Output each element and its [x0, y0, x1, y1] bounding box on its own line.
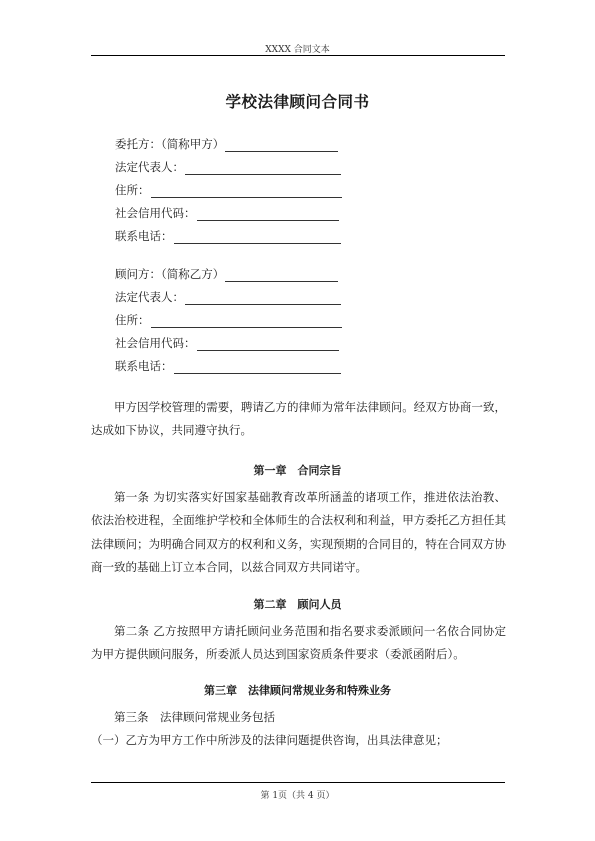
party-b-name-blank	[225, 269, 338, 282]
party-b-name-field	[115, 264, 338, 282]
chapter-1-heading: 第一章 合同宗旨	[253, 464, 342, 477]
party-a-credit-label: 社会信用代码：	[115, 206, 196, 220]
party-a-address-field	[115, 180, 342, 198]
footer-divider	[91, 782, 505, 783]
party-a-phone-label: 联系电话：	[115, 229, 173, 243]
party-b-address-blank	[151, 315, 342, 328]
party-a-address-label: 住所：	[115, 183, 150, 197]
intro-paragraph: 甲方因学校管理的需要，聘请乙方的律师为常年法律顾问。经双方协商一致，达成如下协议，共同遵守执行。	[91, 400, 506, 438]
party-b-credit-label: 社会信用代码：	[115, 336, 196, 350]
party-a-name-label: 委托方：（简称甲方）	[115, 137, 225, 151]
party-a-phone-blank	[174, 231, 341, 244]
party-b-credit-blank	[197, 338, 339, 351]
party-b-rep-label: 法定代表人：	[115, 290, 184, 304]
party-a-rep-blank	[185, 162, 341, 175]
party-b-address-field	[115, 310, 342, 328]
party-b-address-label: 住所：	[115, 313, 150, 327]
party-a-address-blank	[151, 185, 342, 198]
party-a-rep-label: 法定代表人：	[115, 160, 184, 174]
page-header: XXXX 合同文本	[265, 45, 330, 55]
party-b-phone-blank	[174, 361, 341, 374]
article-1-paragraph: 第一条 为切实落实好国家基础教育改革所涵盖的诸项工作，推进依法治教、依法治校进程，全面维护学校和全体师生的合法权利和利益，甲方委托乙方担任其法律顾问；为明确合同双方的权利和义务，实现预期的合同目的，特在合同双方协商一致的基础上订立本合同，以兹合同双方共同诺守。	[91, 490, 506, 574]
party-b-phone-label: 联系电话：	[115, 359, 173, 373]
chapter-3-heading: 第三章 法律顾问常规业务和特殊业务	[204, 684, 391, 697]
party-a-credit-field	[115, 203, 339, 221]
party-a-credit-blank	[197, 208, 339, 221]
article-2-paragraph: 第二条 乙方按照甲方请托顾问业务范围和指名要求委派顾问一名依合同协定为甲方提供顾问服务，所委派人员达到国家资质条件要求（委派函附后）。	[91, 624, 506, 662]
party-a-name-field	[115, 134, 338, 152]
party-b-name-label: 顾问方：（简称乙方）	[115, 267, 225, 281]
party-b-rep-blank	[185, 292, 341, 305]
article-3-item-1: （一）乙方为甲方工作中所涉及的法律问题提供咨询，出具法律意见；	[91, 733, 448, 747]
party-b-phone-field	[115, 356, 341, 374]
party-a-name-blank	[225, 139, 338, 152]
article-3-heading: 第三条 法律顾问常规业务包括	[114, 710, 275, 724]
chapter-2-heading: 第二章 顾问人员	[253, 598, 342, 611]
party-a-phone-field	[115, 226, 341, 244]
party-a-rep-field	[115, 157, 341, 175]
document-title: 学校法律顾问合同书	[225, 93, 370, 111]
page-footer: 第 1页（共 4 页）	[260, 791, 335, 801]
party-b-rep-field	[115, 287, 341, 305]
party-b-credit-field	[115, 333, 339, 351]
header-divider	[91, 55, 505, 56]
